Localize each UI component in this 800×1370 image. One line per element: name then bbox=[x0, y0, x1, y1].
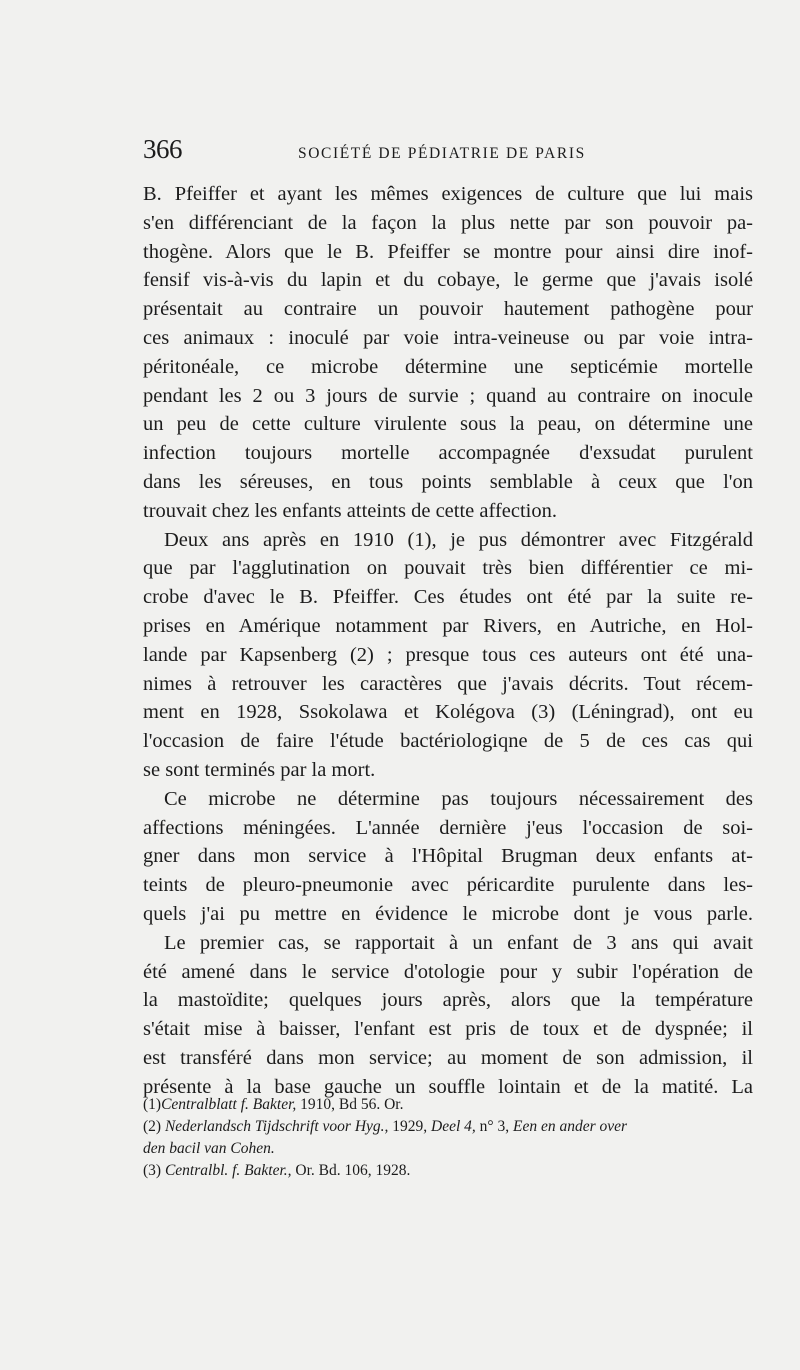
footnote-number: (2) bbox=[143, 1118, 165, 1135]
page-number: 366 bbox=[143, 134, 182, 164]
text-line: trouvait chez les enfants atteints de cette affection. bbox=[143, 499, 557, 522]
footnote-source: Nederlandsch Tijdschrift voor Hyg., bbox=[164, 1118, 389, 1135]
text-line: quels j'ai pu mettre en évidence le microbe dont je vous parle. bbox=[143, 902, 753, 925]
text-line: B. Pfeiffer et ayant les mêmes exigences de culture que lui mais bbox=[143, 183, 753, 205]
footnote-source: Centralblatt f. Bakter, bbox=[161, 1096, 297, 1113]
footnote-details: Or. Bd. 106, 1928. bbox=[291, 1162, 411, 1179]
text-line: ment en 1928, Ssokolawa et Kolégova (3) (Léningrad), ont eu bbox=[143, 701, 753, 724]
footnote-source: Een en ander over bbox=[513, 1118, 628, 1135]
footnote-source: Deel 4, bbox=[431, 1118, 476, 1135]
text-line: dans les séreuses, en tous points semblable à ceux que l'on bbox=[143, 470, 753, 493]
text-line: crobe d'avec le B. Pfeiffer. Ces études ont été par la suite re- bbox=[143, 586, 753, 609]
footnote-2 bbox=[143, 1116, 753, 1138]
text-line: affections méningées. L'année dernière j'eus l'occasion de soi- bbox=[143, 816, 753, 839]
text-line: été amené dans le service d'otologie pour y subir l'opération de bbox=[143, 960, 753, 983]
footnote-details: 1910, Bd 56. Or. bbox=[296, 1096, 404, 1113]
text-line: teints de pleuro-pneumonie avec péricardite purulente dans les- bbox=[143, 874, 753, 897]
text-line: thogène. Alors que le B. Pfeiffer se montre pour ainsi dire inof- bbox=[143, 240, 753, 263]
footnote-source: Centralbl. f. Bakter., bbox=[164, 1162, 292, 1179]
text-line: fensif vis-à-vis du lapin et du cobaye, le germe que j'avais isolé bbox=[143, 269, 753, 292]
text-line: gner dans mon service à l'Hôpital Brugman deux enfants at- bbox=[143, 845, 753, 868]
text-line: présentait au contraire un pouvoir hautement pathogène pour bbox=[143, 298, 753, 321]
paragraph-first-line: Ce microbe ne détermine pas toujours nécessairement des bbox=[164, 787, 753, 810]
footnote-source: den bacil van Cohen. bbox=[143, 1140, 275, 1157]
footnote-3 bbox=[143, 1160, 753, 1182]
text-line: l'occasion de faire l'étude bactériologiqne de 5 de ces cas qui bbox=[143, 730, 753, 753]
text-line: s'en différenciant de la façon la plus nette par son pouvoir pa- bbox=[143, 211, 753, 234]
text-line: lande par Kapsenberg (2) ; presque tous ces auteurs ont été una- bbox=[143, 643, 753, 666]
footnote-number: (3) bbox=[143, 1162, 165, 1179]
page-header bbox=[143, 134, 615, 174]
text-line: ces animaux : inoculé par voie intra-veineuse ou par voie intra- bbox=[143, 326, 753, 349]
text-line: nimes à retrouver les caractères que j'avais décrits. Tout récem- bbox=[143, 672, 753, 695]
body-text bbox=[143, 180, 753, 1102]
text-line: infection toujours mortelle accompagnée d'exsudat purulent bbox=[143, 442, 753, 465]
text-line: que par l'agglutination on pouvait très bien différentier ce mi- bbox=[143, 557, 753, 580]
paragraph-first-line: Deux ans après en 1910 (1), je pus démontrer avec Fitzgérald bbox=[164, 528, 753, 551]
footnote-number: (1) bbox=[143, 1096, 162, 1113]
text-line: pendant les 2 ou 3 jours de survie ; quand au contraire on inocule bbox=[143, 384, 753, 407]
text-line: s'était mise à baisser, l'enfant est pris de toux et de dyspnée; il bbox=[143, 1018, 753, 1041]
text-line: péritonéale, ce microbe détermine une septicémie mortelle bbox=[143, 355, 753, 378]
footnote-1 bbox=[143, 1094, 753, 1116]
text-line: un peu de cette culture virulente sous la peau, on détermine une bbox=[143, 413, 753, 436]
footnotes bbox=[143, 1094, 753, 1182]
footnote-details: 1929, bbox=[388, 1118, 432, 1135]
footnote-2-continued bbox=[143, 1138, 753, 1160]
footnote-details: n° 3, bbox=[475, 1118, 513, 1135]
text-line: la mastoïdite; quelques jours après, alors que la température bbox=[143, 989, 753, 1012]
text-line: présente à la base gauche un souffle lointain et de la matité. La bbox=[143, 1075, 753, 1098]
running-head: SOCIÉTÉ DE PÉDIATRIE DE PARIS bbox=[298, 145, 586, 162]
paragraph-first-line: Le premier cas, se rapportait à un enfant de 3 ans qui avait bbox=[164, 931, 753, 954]
text-line: prises en Amérique notamment par Rivers, en Autriche, en Hol- bbox=[143, 614, 753, 637]
text-line: est transféré dans mon service; au moment de son admission, il bbox=[143, 1046, 753, 1069]
text-line: se sont terminés par la mort. bbox=[143, 758, 376, 781]
